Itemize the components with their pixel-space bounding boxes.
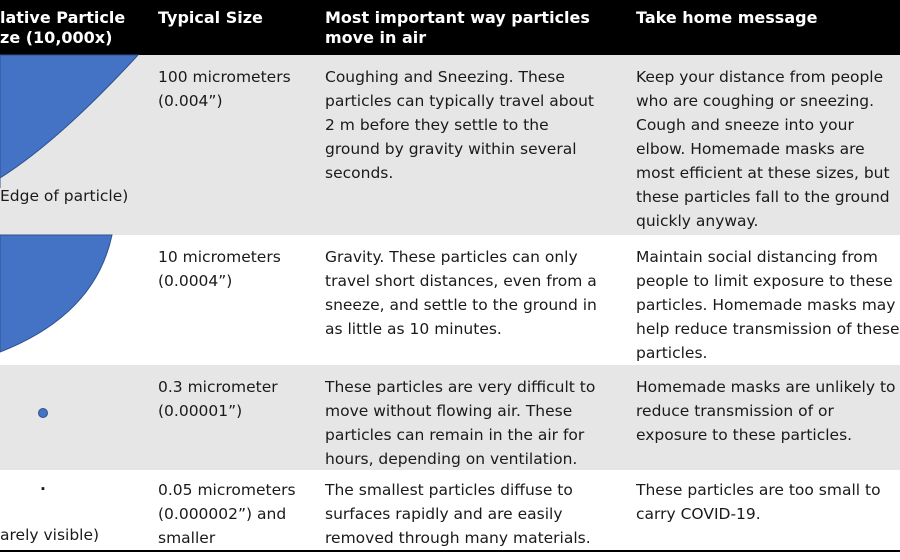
medium-particle — [0, 235, 112, 352]
particle-dot: . — [40, 476, 46, 494]
typical-size-cell: 0.05 micrometers (0.000002”) and smaller — [158, 481, 296, 547]
typical-size-cell: 100 micrometers (0.004”) — [158, 68, 291, 110]
movement-cell: These particles are very difficult to move without flowing air. These particles can remain in the air for hours, depending on ventilation. — [325, 378, 596, 468]
movement-cell: Gravity. These particles can only travel short distances, even from a sneeze, and settle to the ground in as little as 10 minutes. — [325, 248, 597, 338]
header-take-home: Take home message — [636, 8, 818, 27]
typical-size-cell: 0.3 micrometer (0.00001”) — [158, 378, 278, 420]
message-cell: Keep your distance from people who are coughing or sneezing. Cough and sneeze into your elbow. Homemade masks are most efficient at these sizes, but these particles fall to the ground quickly anyway. — [636, 68, 890, 230]
message-cell: Maintain social distancing from people to limit exposure to these particles. Homemade masks may help reduce transmission of these particles. — [636, 248, 900, 362]
header-typical-size: Typical Size — [158, 8, 263, 27]
message-cell: Homemade masks are unlikely to reduce transmission of or exposure to these particles. — [636, 378, 896, 444]
typical-size-cell: 10 micrometers (0.0004”) — [158, 248, 281, 290]
header-movement: Most important way particles move in air — [325, 8, 590, 47]
particle-note: Edge of particle) — [0, 187, 129, 205]
movement-cell: Coughing and Sneezing. These particles can typically travel about 2 m before they settle to the ground by gravity within several seconds. — [325, 68, 594, 182]
large-particle-edge — [0, 55, 138, 188]
header-relative-particle-size: lative Particle ze (10,000x) — [0, 8, 126, 47]
message-cell: These particles are too small to carry COVID-19. — [636, 481, 881, 523]
particle-note: arely visible) — [0, 526, 100, 544]
movement-cell: The smallest particles diffuse to surfaces rapidly and are easily removed through many materials. — [325, 481, 591, 547]
small-particle — [39, 409, 48, 418]
